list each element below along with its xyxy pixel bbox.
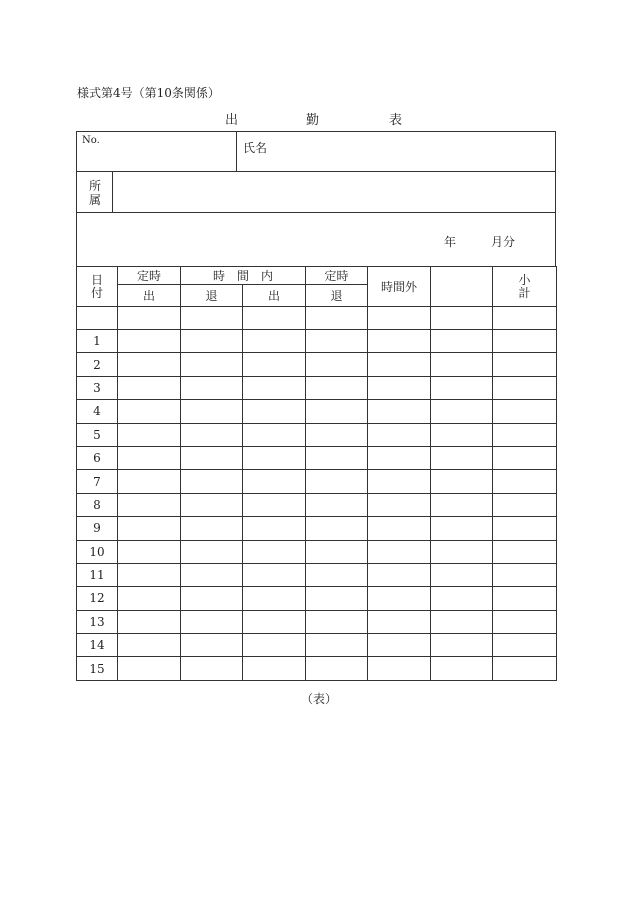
- within-hours-header: 時 間 内: [181, 267, 306, 285]
- table-cell: [493, 470, 557, 493]
- table-cell: [181, 657, 243, 680]
- year-label: 年: [444, 235, 457, 249]
- table-cell: [493, 376, 557, 399]
- overtime-header: 時間外: [368, 267, 431, 307]
- subtotal-header: [493, 267, 557, 307]
- day-number: 7: [77, 470, 118, 493]
- table-row: [77, 353, 557, 376]
- table-row: [77, 587, 557, 610]
- title-char-3: 表: [389, 113, 403, 128]
- table-row: [77, 307, 557, 330]
- table-cell: [118, 634, 181, 657]
- table-row: [77, 330, 557, 353]
- table-cell: [118, 446, 181, 469]
- table-cell: [118, 470, 181, 493]
- table-cell: [493, 634, 557, 657]
- table-row: [77, 470, 557, 493]
- month-label: 月分: [491, 235, 516, 249]
- table-cell: [493, 540, 557, 563]
- day-number: 15: [77, 657, 118, 680]
- table-header-row: [77, 267, 557, 285]
- table-row: [77, 446, 557, 469]
- day-rows: [77, 330, 557, 681]
- table-cell: [306, 423, 368, 446]
- table-cell: [243, 423, 306, 446]
- table-cell: [181, 330, 243, 353]
- table-cell: [181, 563, 243, 586]
- table-cell: [431, 657, 493, 680]
- day-number: 9: [77, 517, 118, 540]
- date-header-char: 付: [90, 285, 103, 300]
- table-cell: [306, 446, 368, 469]
- table-row: [77, 423, 557, 446]
- table-cell: [431, 493, 493, 516]
- table-cell: [493, 563, 557, 586]
- table-cell: [243, 517, 306, 540]
- table-cell: [181, 587, 243, 610]
- table-cell: [118, 330, 181, 353]
- table-cell: [181, 540, 243, 563]
- table-cell: [306, 353, 368, 376]
- department-label: [88, 179, 102, 207]
- table-cell: [77, 307, 118, 330]
- table-cell: [243, 353, 306, 376]
- day-number: 11: [77, 563, 118, 586]
- table-cell: [306, 563, 368, 586]
- table-cell: [118, 423, 181, 446]
- table-cell: [493, 423, 557, 446]
- table-cell: [368, 353, 431, 376]
- table-cell: [243, 540, 306, 563]
- table-cell: [243, 657, 306, 680]
- table-cell: [181, 376, 243, 399]
- table-row: [77, 517, 557, 540]
- table-cell: [431, 376, 493, 399]
- table-row: [77, 657, 557, 680]
- table-cell: [243, 446, 306, 469]
- table-cell: [431, 470, 493, 493]
- table-cell: [181, 446, 243, 469]
- table-cell: [368, 423, 431, 446]
- table-cell: [431, 563, 493, 586]
- date-header: [77, 267, 118, 307]
- table-cell: [243, 307, 306, 330]
- attendance-table: [76, 266, 557, 681]
- table-cell: [493, 446, 557, 469]
- table-cell: [368, 493, 431, 516]
- table-cell: [431, 353, 493, 376]
- table-cell: [118, 307, 181, 330]
- form-number: 様式第4号（第10条関係）: [77, 86, 220, 100]
- number-label: No.: [82, 135, 100, 146]
- table-cell: [243, 563, 306, 586]
- table-row: [77, 634, 557, 657]
- table-cell: [368, 400, 431, 423]
- title-char-1: 出: [225, 113, 239, 128]
- table-cell: [306, 657, 368, 680]
- table-cell: [431, 587, 493, 610]
- table-cell: [368, 540, 431, 563]
- table-cell: [368, 657, 431, 680]
- within-in-header: 出: [243, 285, 306, 307]
- table-cell: [243, 610, 306, 633]
- table-cell: [493, 307, 557, 330]
- table-cell: [243, 330, 306, 353]
- table-cell: [306, 307, 368, 330]
- table-cell: [493, 400, 557, 423]
- table-cell: [181, 493, 243, 516]
- table-row: [77, 493, 557, 516]
- department-row: [76, 171, 556, 213]
- day-number: 6: [77, 446, 118, 469]
- day-number: 14: [77, 634, 118, 657]
- regular-in-header-bottom: 出: [118, 285, 181, 307]
- table-cell: [431, 400, 493, 423]
- subtotal-header-char: 小: [518, 272, 531, 287]
- table-cell: [243, 493, 306, 516]
- table-cell: [493, 330, 557, 353]
- table-cell: [306, 517, 368, 540]
- table-cell: [118, 563, 181, 586]
- table-row: [77, 563, 557, 586]
- table-row: [77, 540, 557, 563]
- table-cell: [306, 400, 368, 423]
- table-cell: [306, 493, 368, 516]
- regular-in-header-top: 定時: [118, 267, 181, 285]
- title-char-2: 勤: [306, 113, 320, 128]
- table-cell: [181, 517, 243, 540]
- table-cell: [181, 353, 243, 376]
- table-cell: [306, 634, 368, 657]
- table-cell: [118, 657, 181, 680]
- department-label-char: 属: [88, 193, 101, 207]
- table-cell: [431, 634, 493, 657]
- day-number: 3: [77, 376, 118, 399]
- day-number: 2: [77, 353, 118, 376]
- table-cell: [493, 587, 557, 610]
- within-out-header: 退: [181, 285, 243, 307]
- table-cell: [118, 353, 181, 376]
- table-cell: [431, 330, 493, 353]
- table-cell: [118, 517, 181, 540]
- table-cell: [243, 400, 306, 423]
- divider: [112, 172, 113, 212]
- table-cell: [181, 400, 243, 423]
- table-cell: [181, 470, 243, 493]
- table-cell: [493, 657, 557, 680]
- table-cell: [431, 307, 493, 330]
- table-cell: [368, 307, 431, 330]
- day-number: 12: [77, 587, 118, 610]
- table-cell: [431, 517, 493, 540]
- table-cell: [431, 423, 493, 446]
- table-cell: [181, 307, 243, 330]
- table-cell: [118, 587, 181, 610]
- day-number: 1: [77, 330, 118, 353]
- day-number: 8: [77, 493, 118, 516]
- table-row: [77, 610, 557, 633]
- table-cell: [493, 353, 557, 376]
- regular-out-header-top: 定時: [306, 267, 368, 285]
- table-cell: [243, 470, 306, 493]
- table-cell: [118, 400, 181, 423]
- day-number: 4: [77, 400, 118, 423]
- subtotal-header-char: 計: [518, 285, 531, 300]
- table-cell: [243, 634, 306, 657]
- table-cell: [368, 517, 431, 540]
- table-cell: [493, 493, 557, 516]
- table-cell: [368, 563, 431, 586]
- table-cell: [368, 446, 431, 469]
- table-cell: [306, 376, 368, 399]
- table-cell: [368, 470, 431, 493]
- table-cell: [306, 587, 368, 610]
- table-cell: [181, 610, 243, 633]
- table-cell: [181, 634, 243, 657]
- table-cell: [368, 634, 431, 657]
- table-cell: [118, 610, 181, 633]
- name-label: 氏名: [243, 141, 268, 155]
- id-name-row: [76, 131, 556, 172]
- table-cell: [243, 376, 306, 399]
- day-number: 13: [77, 610, 118, 633]
- table-cell: [493, 610, 557, 633]
- table-cell: [493, 517, 557, 540]
- table-cell: [181, 423, 243, 446]
- day-number: 5: [77, 423, 118, 446]
- table-cell: [243, 587, 306, 610]
- table-cell: [368, 587, 431, 610]
- table-cell: [306, 610, 368, 633]
- page-side-label: （表）: [301, 692, 338, 706]
- table-cell: [368, 610, 431, 633]
- table-cell: [431, 446, 493, 469]
- table-cell: [306, 470, 368, 493]
- divider: [236, 132, 237, 171]
- day-number: 10: [77, 540, 118, 563]
- table-cell: [431, 540, 493, 563]
- department-label-char: 所: [88, 179, 101, 193]
- table-cell: [118, 376, 181, 399]
- table-cell: [306, 540, 368, 563]
- table-cell: [306, 330, 368, 353]
- blank-header: [431, 267, 493, 307]
- table-row: [77, 400, 557, 423]
- table-cell: [118, 540, 181, 563]
- table-cell: [118, 493, 181, 516]
- regular-out-header-bottom: 退: [306, 285, 368, 307]
- period-row: [76, 212, 556, 267]
- table-cell: [368, 330, 431, 353]
- table-cell: [368, 376, 431, 399]
- table-cell: [431, 610, 493, 633]
- table-row: [77, 376, 557, 399]
- date-header-char: 日: [90, 272, 103, 287]
